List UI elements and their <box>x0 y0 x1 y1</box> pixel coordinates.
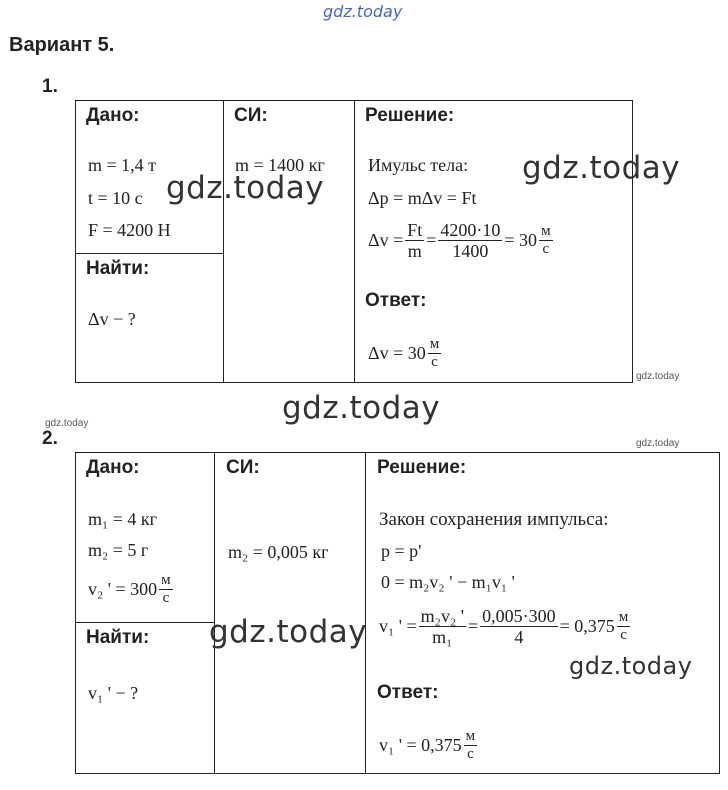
task1-divider-2 <box>354 100 355 383</box>
task2-dano-header: Дано: <box>86 457 140 478</box>
task1-formula: Δp = mΔv = Ft <box>368 188 477 208</box>
task1-calculation <box>368 220 555 261</box>
task1-dano-header: Дано: <box>86 105 140 126</box>
task2-number: 2. <box>42 428 58 449</box>
task2-naiti-header: Найти: <box>86 627 150 648</box>
task1-calc-unit <box>539 223 553 258</box>
task2-calc-f2-den: 4 <box>514 627 524 647</box>
task2-calculation <box>379 606 632 647</box>
task2-reshenie-header: Решение: <box>377 457 467 478</box>
task1-calc-unit-den: с <box>542 241 550 257</box>
task1-given-F: F = 4200 Н <box>88 220 171 240</box>
task2-calc-equals: = <box>467 616 479 636</box>
watermark-top: gdz.today <box>323 2 403 21</box>
task1-answer-unit-den: с <box>431 354 438 370</box>
task2-calc-result: = 0,375 <box>559 616 615 636</box>
task2-answer-unit-num: м <box>465 728 476 744</box>
watermark-small-2: gdz.today <box>45 418 89 429</box>
task2-given-m2: m₂ = 5 г <box>88 540 149 560</box>
task2-calc-fraction-2 <box>480 606 558 647</box>
task1-calc-f2-num: 4200·10 <box>440 220 501 240</box>
task2-find: v₁ ' − ? <box>88 683 139 703</box>
task2-calc-f1-den: m₁ <box>432 627 453 647</box>
task2-eq1: p = p' <box>381 541 422 561</box>
task1-calc-result: = 30 <box>504 230 538 250</box>
task1-answer-unit-num: м <box>429 336 440 352</box>
task1-calc-lhs: Δv = <box>368 230 404 250</box>
task1-calc-f1-num: Ft <box>407 220 423 240</box>
watermark-small-3: gdz.today <box>636 438 680 449</box>
task1-calc-fraction-1 <box>405 220 424 261</box>
task1-answer-value: Δv = 30 <box>368 343 426 363</box>
watermark-big-1: gdz.today <box>166 170 325 206</box>
task2-eq2: 0 = m₂v₂ ' − m₁v₁ ' <box>381 572 515 592</box>
task1-answer-unit <box>428 336 442 371</box>
task1-calc-f1-den: m <box>407 241 422 261</box>
task2-calc-unit-den: с <box>620 627 627 643</box>
watermark-big-3: gdz.today <box>282 390 441 426</box>
task2-si-value: m₂ = 0,005 кг <box>228 542 329 562</box>
task1-given-divider <box>75 253 223 254</box>
task1-calc-unit-num: м <box>541 223 551 239</box>
task2-solution-intro: Закон сохранения импульса: <box>379 509 609 530</box>
watermark-big-2: gdz.today <box>522 150 681 186</box>
task1-number: 1. <box>42 76 58 97</box>
task2-calc-fraction-1 <box>419 606 466 647</box>
task1-find: Δv − ? <box>88 309 136 329</box>
watermark-big-4: gdz.today <box>209 614 368 650</box>
task2-calc-f2-num: 0,005·300 <box>482 606 556 626</box>
task1-otvet-header: Ответ: <box>365 290 427 311</box>
task1-given-m: m = 1,4 т <box>88 155 157 175</box>
task2-given-divider <box>75 622 214 623</box>
watermark-small-1: gdz.today <box>636 371 680 382</box>
task1-given-t: t = 10 с <box>88 188 143 208</box>
task1-calc-fraction-2 <box>438 220 502 261</box>
task2-otvet-header: Ответ: <box>377 682 439 703</box>
task1-solution-intro: Имульс тела: <box>368 155 469 175</box>
task2-answer <box>379 728 479 763</box>
task2-divider-1 <box>214 452 215 774</box>
task2-given-v2-unit-den: с <box>162 590 170 606</box>
task2-given-v2-value: v₂ ' = 300 <box>88 579 158 599</box>
task2-answer-value: v₁ ' = 0,375 <box>379 735 462 755</box>
task2-given-v2 <box>88 572 175 607</box>
task1-si-value: m = 1400 кг <box>235 155 325 175</box>
task1-naiti-header: Найти: <box>86 258 150 279</box>
task1-answer <box>368 336 443 371</box>
task2-si-header: СИ: <box>226 457 260 478</box>
task2-calc-unit <box>617 609 631 644</box>
task2-calc-lhs: v₁ ' = <box>379 616 417 636</box>
watermark-big-5: gdz.today <box>569 652 693 680</box>
task1-calc-f2-den: 1400 <box>452 241 489 261</box>
task1-reshenie-header: Решение: <box>365 105 455 126</box>
variant-title: Вариант 5. <box>9 34 115 56</box>
task2-divider-2 <box>365 452 366 774</box>
task1-calc-equals: = <box>426 230 437 250</box>
task2-given-v2-unit-num: м <box>161 572 171 588</box>
task1-si-header: СИ: <box>234 105 268 126</box>
task2-answer-unit <box>464 728 478 763</box>
task2-given-m1: m₁ = 4 кг <box>88 509 158 529</box>
task2-calc-unit-num: м <box>618 609 629 625</box>
task2-calc-f1-num: m₂v₂ ' <box>420 606 464 626</box>
task2-answer-unit-den: с <box>467 746 474 762</box>
task2-given-v2-unit <box>159 572 173 607</box>
task1-divider-1 <box>223 100 224 383</box>
